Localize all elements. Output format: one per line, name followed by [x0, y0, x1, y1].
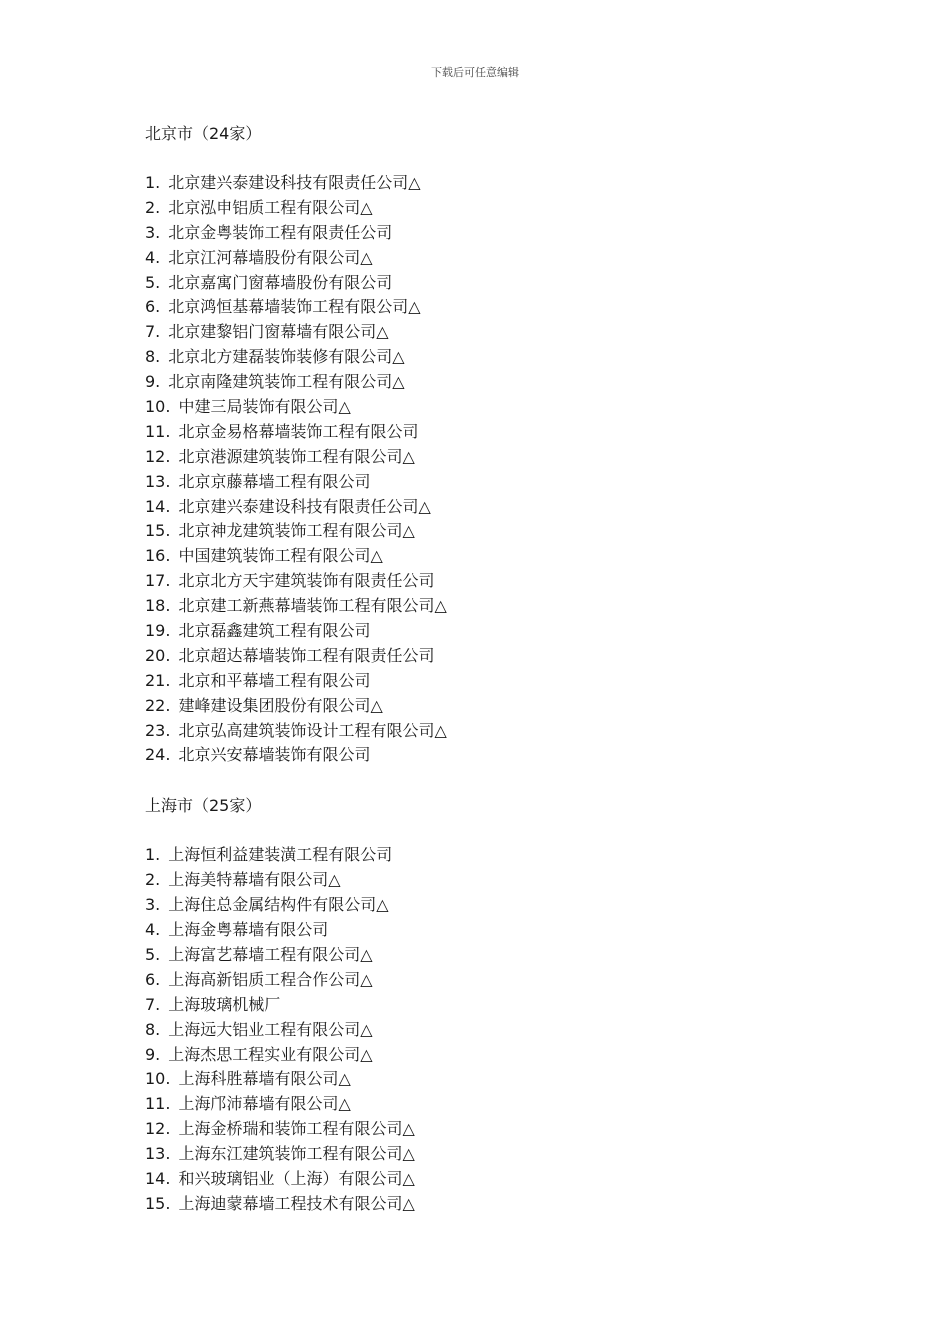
list-item: [145, 420, 865, 445]
list-item: [145, 594, 865, 619]
item-number: 14.: [145, 1168, 171, 1188]
company-list: [145, 843, 865, 1216]
item-number: 7.: [145, 322, 161, 342]
company-name: 和兴玻璃铝业（上海）有限公司△: [178, 1168, 415, 1188]
list-item: [145, 719, 865, 744]
list-item: [145, 943, 865, 968]
item-number: 21.: [145, 670, 171, 690]
item-number: 24.: [145, 745, 171, 765]
item-number: 1.: [145, 173, 161, 192]
item-number: 3.: [145, 222, 161, 242]
company-name: 北京金粤装饰工程有限责任公司: [168, 222, 393, 242]
item-number: 2.: [145, 870, 161, 890]
company-name: 北京江河幕墙股份有限公司△: [168, 247, 373, 267]
list-item: [145, 1117, 865, 1142]
list-item: [145, 968, 865, 993]
company-name: 中国建筑装饰工程有限公司△: [178, 546, 383, 566]
item-number: 8.: [145, 347, 161, 367]
company-name: 上海杰思工程实业有限公司△: [168, 1044, 373, 1064]
list-item: [145, 1142, 865, 1167]
company-name: 北京建兴泰建设科技有限责任公司△: [178, 496, 431, 516]
list-item: [145, 495, 865, 520]
item-number: 10.: [145, 397, 171, 417]
list-item: [145, 1167, 865, 1192]
item-number: 23.: [145, 720, 171, 740]
item-number: 9.: [145, 1044, 161, 1064]
company-name: 上海远大铝业工程有限公司△: [168, 1019, 373, 1039]
item-number: 17.: [145, 571, 171, 591]
list-item: [145, 519, 865, 544]
company-name: 北京建黎铝门窗幕墙有限公司△: [168, 322, 389, 342]
company-name: 上海金粤幕墙有限公司: [168, 920, 329, 940]
section-title: 北京市（24家）: [145, 124, 262, 143]
item-number: 22.: [145, 695, 171, 715]
company-name: 北京泓申铝质工程有限公司△: [168, 197, 373, 217]
company-name: 北京建工新燕幕墙装饰工程有限公司△: [178, 596, 447, 616]
list-item: [145, 569, 865, 594]
company-name: 上海恒利益建装潢工程有限公司: [168, 845, 393, 865]
company-name: 上海美特幕墙有限公司△: [168, 870, 341, 890]
company-name: 上海高新铝质工程合作公司△: [168, 969, 373, 989]
list-item: [145, 370, 865, 395]
company-name: 建峰建设集团股份有限公司△: [178, 695, 383, 715]
item-number: 15.: [145, 521, 171, 541]
item-number: 3.: [145, 895, 161, 915]
list-item: [145, 1043, 865, 1068]
list-item: [145, 993, 865, 1018]
item-number: 9.: [145, 372, 161, 392]
company-name: 北京建兴泰建设科技有限责任公司△: [168, 173, 421, 192]
company-name: 北京嘉寓门窗幕墙股份有限公司: [168, 272, 393, 292]
item-number: 7.: [145, 994, 161, 1014]
company-name: 上海邝沛幕墙有限公司△: [178, 1094, 351, 1114]
list-item: [145, 345, 865, 370]
item-number: 16.: [145, 546, 171, 566]
item-number: 11.: [145, 421, 171, 441]
company-name: 北京北方天宇建筑装饰有限责任公司: [178, 571, 435, 591]
company-name: 北京金易格幕墙装饰工程有限公司: [178, 421, 419, 441]
list-item: [145, 644, 865, 669]
list-item: [145, 1018, 865, 1043]
list-item: [145, 619, 865, 644]
item-number: 15.: [145, 1193, 171, 1213]
page-header-note: 下载后可任意编辑: [431, 66, 519, 79]
list-item: [145, 395, 865, 420]
list-item: [145, 1067, 865, 1092]
list-item: [145, 868, 865, 893]
list-item: [145, 843, 865, 868]
item-number: 20.: [145, 645, 171, 665]
company-name: 上海科胜幕墙有限公司△: [178, 1069, 351, 1089]
document-body: [145, 121, 865, 1217]
list-item: [145, 694, 865, 719]
item-number: 12.: [145, 446, 171, 466]
item-number: 1.: [145, 845, 161, 865]
list-item: [145, 1192, 865, 1217]
list-item: [145, 171, 865, 196]
list-item: [145, 470, 865, 495]
item-number: 5.: [145, 272, 161, 292]
company-name: 上海富艺幕墙工程有限公司△: [168, 944, 373, 964]
company-name: 北京磊鑫建筑工程有限公司: [178, 621, 371, 641]
item-number: 4.: [145, 920, 161, 940]
company-name: 北京京藤幕墙工程有限公司: [178, 471, 371, 491]
item-number: 13.: [145, 1144, 171, 1164]
list-item: [145, 743, 865, 768]
company-name: 上海玻璃机械厂: [168, 994, 281, 1014]
item-number: 6.: [145, 969, 161, 989]
item-number: 14.: [145, 496, 171, 516]
item-number: 13.: [145, 471, 171, 491]
company-name: 北京鸿恒基幕墙装饰工程有限公司△: [168, 297, 421, 317]
list-item: [145, 246, 865, 271]
item-number: 12.: [145, 1119, 171, 1139]
company-name: 北京南隆建筑装饰工程有限公司△: [168, 372, 405, 392]
company-name: 中建三局装饰有限公司△: [178, 397, 351, 417]
item-number: 4.: [145, 247, 161, 267]
list-item: [145, 918, 865, 943]
company-list: [145, 171, 865, 768]
company-name: 上海迪蒙幕墙工程技术有限公司△: [178, 1193, 415, 1213]
company-name: 上海东江建筑装饰工程有限公司△: [178, 1144, 415, 1164]
section-title: 上海市（25家）: [145, 796, 262, 816]
item-number: 19.: [145, 621, 171, 641]
list-item: [145, 669, 865, 694]
item-number: 10.: [145, 1069, 171, 1089]
item-number: 11.: [145, 1094, 171, 1114]
list-item: [145, 295, 865, 320]
list-item: [145, 544, 865, 569]
item-number: 8.: [145, 1019, 161, 1039]
company-name: 上海金桥瑞和装饰工程有限公司△: [178, 1119, 415, 1139]
company-name: 上海住总金属结构件有限公司△: [168, 895, 389, 915]
item-number: 2.: [145, 197, 161, 217]
section-beijing: [145, 121, 865, 768]
list-item: [145, 196, 865, 221]
company-name: 北京兴安幕墙装饰有限公司: [178, 745, 371, 765]
company-name: 北京和平幕墙工程有限公司: [178, 670, 371, 690]
item-number: 5.: [145, 944, 161, 964]
section-shanghai: [145, 793, 865, 1216]
list-item: [145, 1092, 865, 1117]
item-number: 6.: [145, 297, 161, 317]
company-name: 北京弘高建筑装饰设计工程有限公司△: [178, 720, 447, 740]
list-item: [145, 320, 865, 345]
company-name: 北京北方建磊装饰装修有限公司△: [168, 347, 405, 367]
list-item: [145, 221, 865, 246]
company-name: 北京港源建筑装饰工程有限公司△: [178, 446, 415, 466]
list-item: [145, 271, 865, 296]
company-name: 北京神龙建筑装饰工程有限公司△: [178, 521, 415, 541]
company-name: 北京超达幕墙装饰工程有限责任公司: [178, 645, 435, 665]
list-item: [145, 445, 865, 470]
list-item: [145, 893, 865, 918]
item-number: 18.: [145, 596, 171, 616]
